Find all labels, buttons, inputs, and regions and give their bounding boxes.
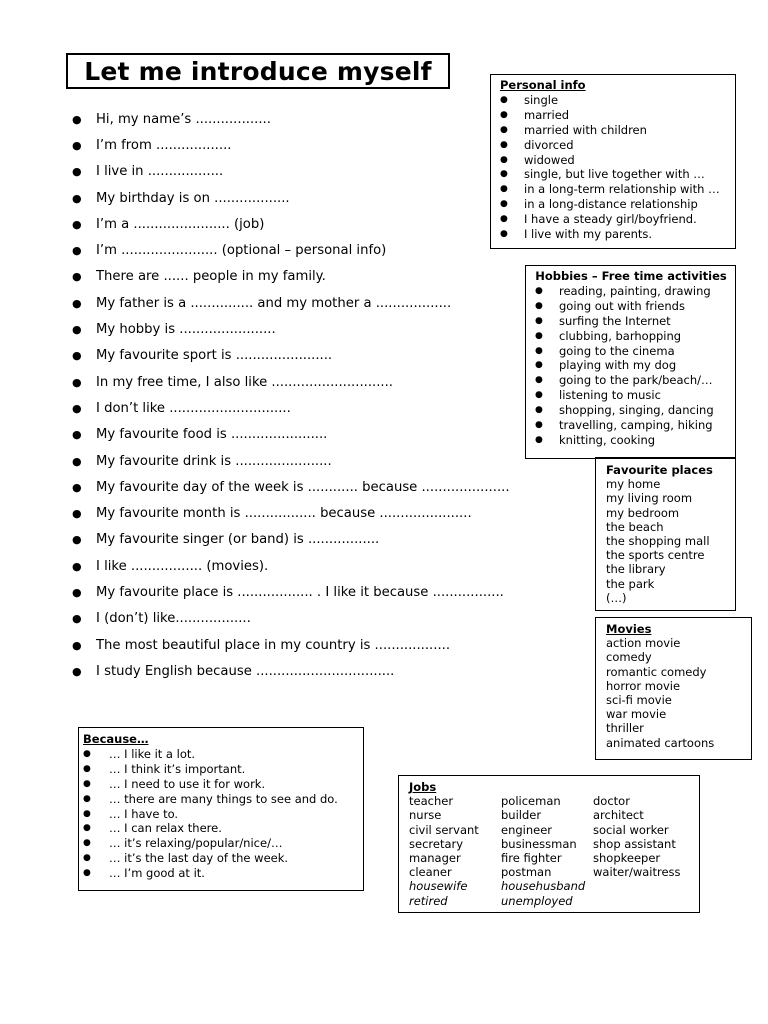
movie-item: horror movie — [606, 678, 681, 693]
personal-info-heading: Personal info — [500, 78, 586, 92]
job-item: policeman — [501, 794, 561, 809]
job-item: architect — [593, 808, 644, 823]
bullet-icon: ● — [500, 109, 508, 120]
sentence-text: In my free time, I also like ............................. — [96, 374, 393, 390]
bullet-icon: ● — [500, 199, 508, 210]
hobby-item-text: going to the park/beach/… — [559, 373, 713, 388]
job-item: engineer — [501, 822, 553, 837]
personal-info-item — [500, 138, 735, 153]
favourite-place-item: the park — [606, 576, 655, 591]
bullet-icon: ● — [72, 428, 82, 442]
movie-item: comedy — [606, 650, 652, 665]
bullet-icon: ● — [83, 793, 91, 804]
jobs-column — [501, 794, 593, 908]
favourite-place-item: the library — [606, 562, 666, 577]
favourite-place-item: the sports centre — [606, 548, 705, 563]
movie-item: romantic comedy — [606, 664, 707, 679]
hobby-item — [535, 433, 735, 448]
personal-info-item-text: divorced — [524, 137, 574, 152]
sentence-text: I study English because ................................. — [96, 663, 395, 679]
favourite-place-item: my bedroom — [606, 505, 680, 520]
hobby-item-text: playing with my dog — [559, 358, 677, 373]
because-item-text: … there are many things to see and do. — [109, 791, 338, 806]
job-item: builder — [501, 808, 542, 823]
jobs-column — [409, 794, 501, 908]
because-item — [83, 777, 363, 792]
sentence-item — [72, 106, 510, 132]
sentence-text: My favourite singer (or band) is ................. — [96, 532, 380, 548]
personal-info-item-text: married with children — [524, 122, 647, 137]
bullet-icon: ● — [72, 664, 82, 678]
because-item — [83, 836, 363, 851]
personal-info-item — [500, 93, 735, 108]
personal-info-box — [490, 74, 736, 249]
bullet-icon: ● — [72, 244, 82, 258]
sentence-text: My favourite month is ................. because ...................... — [96, 506, 472, 522]
bullet-icon: ● — [72, 612, 82, 626]
job-item: businessman — [501, 836, 577, 851]
bullet-icon: ● — [72, 138, 82, 152]
sentence-text: My favourite day of the week is ............ because ..................... — [96, 479, 510, 495]
bullet-icon: ● — [72, 585, 82, 599]
sentence-item — [72, 159, 510, 185]
personal-info-item-text: widowed — [524, 152, 575, 167]
job-item: househusband — [501, 879, 586, 894]
bullet-icon: ● — [500, 169, 508, 180]
because-box — [78, 727, 364, 891]
sentence-text: I’m from .................. — [96, 137, 232, 153]
bullet-icon: ● — [83, 778, 91, 789]
job-item: waiter/waitress — [593, 865, 681, 880]
because-item — [83, 747, 363, 762]
sentence-item — [72, 527, 510, 553]
hobby-item-text: going to the cinema — [559, 343, 675, 358]
sentence-item — [72, 185, 510, 211]
hobby-item-text: travelling, camping, hiking — [559, 418, 713, 433]
jobs-columns — [409, 794, 699, 908]
bullet-icon: ● — [535, 345, 543, 356]
bullet-icon: ● — [72, 349, 82, 363]
jobs-box — [398, 775, 700, 913]
personal-info-item — [500, 123, 735, 138]
bullet-icon: ● — [535, 285, 543, 296]
sentence-text: My favourite sport is ....................... — [96, 348, 333, 364]
sentence-item — [72, 237, 510, 263]
bullet-icon: ● — [72, 270, 82, 284]
hobby-item — [535, 388, 735, 403]
sentence-text: I don’t like ............................. — [96, 400, 291, 416]
because-item-text: … I need to use it for work. — [109, 776, 266, 791]
personal-info-item-text: single, but live together with … — [524, 167, 705, 182]
hobby-item — [535, 358, 735, 373]
job-item: shop assistant — [593, 836, 676, 851]
sentence-item — [72, 395, 510, 421]
sentence-item — [72, 579, 510, 605]
bullet-icon: ● — [535, 360, 543, 371]
bullet-icon: ● — [535, 300, 543, 311]
personal-info-item — [500, 182, 735, 197]
hobby-item-text: going out with friends — [559, 298, 685, 313]
because-item-text: … it’s relaxing/popular/nice/… — [109, 836, 283, 851]
bullet-icon: ● — [72, 507, 82, 521]
bullet-icon: ● — [83, 868, 91, 879]
because-item — [83, 807, 363, 822]
personal-info-item-text: married — [524, 107, 570, 122]
sentence-item — [72, 343, 510, 369]
hobby-item-text: listening to music — [559, 388, 661, 403]
movies-heading: Movies — [606, 622, 652, 636]
sentence-item — [72, 316, 510, 342]
bullet-icon: ● — [72, 401, 82, 415]
sentence-item — [72, 422, 510, 448]
job-item: civil servant — [409, 822, 479, 837]
bullet-icon: ● — [500, 214, 508, 225]
bullet-icon: ● — [72, 375, 82, 389]
bullet-icon: ● — [83, 763, 91, 774]
bullet-icon: ● — [72, 323, 82, 337]
job-item: manager — [409, 851, 461, 866]
hobbies-heading: Hobbies – Free time activities — [535, 269, 727, 283]
favourite-places-list — [606, 477, 735, 605]
favourite-places-heading: Favourite places — [606, 463, 713, 477]
sentence-text: I like ................. (movies). — [96, 558, 269, 574]
jobs-column — [593, 794, 685, 908]
personal-info-item-text: I live with my parents. — [524, 227, 653, 242]
sentence-text: Hi, my name’s .................. — [96, 111, 271, 127]
job-item: nurse — [409, 808, 442, 823]
bullet-icon: ● — [72, 217, 82, 231]
hobbies-box — [525, 265, 736, 459]
bullet-icon: ● — [500, 139, 508, 150]
bullet-icon: ● — [83, 853, 91, 864]
job-item: unemployed — [501, 893, 573, 908]
sentence-item — [72, 264, 510, 290]
job-item: fire fighter — [501, 851, 562, 866]
personal-info-list — [500, 93, 735, 242]
hobby-item — [535, 284, 735, 299]
job-item: secretary — [409, 836, 464, 851]
job-item: teacher — [409, 794, 454, 809]
sentence-item — [72, 553, 510, 579]
bullet-icon: ● — [83, 823, 91, 834]
bullet-icon: ● — [535, 315, 543, 326]
bullet-icon: ● — [83, 838, 91, 849]
sentence-item — [72, 132, 510, 158]
sentence-text: My birthday is on .................. — [96, 190, 290, 206]
title-box — [66, 53, 450, 89]
favourite-place-item: my home — [606, 477, 661, 492]
because-item-text: … I can relax there. — [109, 821, 222, 836]
favourite-place-item: the shopping mall — [606, 534, 710, 549]
personal-info-item-text: in a long-distance relationship — [524, 197, 698, 212]
sentence-item — [72, 290, 510, 316]
sentence-text: I live in .................. — [96, 164, 224, 180]
bullet-icon: ● — [535, 375, 543, 386]
job-item: social worker — [593, 822, 669, 837]
sentence-item — [72, 211, 510, 237]
hobby-item-text: surfing the Internet — [559, 313, 671, 328]
hobby-item — [535, 403, 735, 418]
sentence-text: I’m a ....................... (job) — [96, 216, 265, 232]
sentence-text: My favourite place is .................. . I like it because ................. — [96, 584, 504, 600]
bullet-icon: ● — [500, 229, 508, 240]
sentence-item — [72, 658, 510, 684]
sentence-item — [72, 632, 510, 658]
hobby-item — [535, 314, 735, 329]
hobby-item — [535, 418, 735, 433]
sentence-text: My hobby is ....................... — [96, 322, 276, 338]
bullet-icon: ● — [535, 330, 543, 341]
bullet-icon: ● — [72, 165, 82, 179]
sentence-text: My favourite food is ....................... — [96, 427, 328, 443]
personal-info-item — [500, 108, 735, 123]
bullet-icon: ● — [535, 434, 543, 445]
hobby-item-text: shopping, singing, dancing — [559, 403, 714, 418]
personal-info-item — [500, 212, 735, 227]
bullet-icon: ● — [72, 480, 82, 494]
sentence-text: There are ...... people in my family. — [96, 269, 326, 285]
bullet-icon: ● — [72, 112, 82, 126]
hobby-item — [535, 344, 735, 359]
movie-item: sci-fi movie — [606, 693, 672, 708]
sentence-item — [72, 448, 510, 474]
hobby-item — [535, 329, 735, 344]
bullet-icon: ● — [72, 533, 82, 547]
bullet-icon: ● — [500, 154, 508, 165]
bullet-icon: ● — [500, 124, 508, 135]
sentence-item — [72, 369, 510, 395]
bullet-icon: ● — [72, 454, 82, 468]
bullet-icon: ● — [72, 191, 82, 205]
because-item-text: … I have to. — [109, 806, 179, 821]
bullet-icon: ● — [500, 94, 508, 105]
personal-info-item-text: single — [524, 92, 559, 107]
bullet-icon: ● — [535, 390, 543, 401]
movie-item: thriller — [606, 721, 644, 736]
favourite-place-item: my living room — [606, 491, 693, 506]
because-list — [83, 747, 363, 881]
hobby-item-text: clubbing, barhopping — [559, 328, 682, 343]
personal-info-item — [500, 153, 735, 168]
personal-info-item-text: I have a steady girl/boyfriend. — [524, 212, 697, 227]
sentence-item — [72, 474, 510, 500]
because-heading: Because… — [83, 732, 149, 746]
bullet-icon: ● — [83, 748, 91, 759]
sentence-item — [72, 500, 510, 526]
job-item: retired — [409, 893, 448, 908]
movies-box — [595, 617, 752, 760]
because-item — [83, 792, 363, 807]
job-item: doctor — [593, 794, 630, 809]
because-item — [83, 821, 363, 836]
because-item-text: … I’m good at it. — [109, 866, 205, 881]
hobby-item-text: reading, painting, drawing — [559, 283, 711, 298]
movie-item: war movie — [606, 707, 667, 722]
movie-item: action movie — [606, 636, 681, 651]
because-item-text: … I think it’s important. — [109, 761, 246, 776]
personal-info-item — [500, 227, 735, 242]
movie-item: animated cartoons — [606, 735, 715, 750]
hobby-item-text: knitting, cooking — [559, 432, 656, 447]
hobbies-list — [535, 284, 735, 448]
because-item — [83, 866, 363, 881]
job-item: cleaner — [409, 865, 452, 880]
personal-info-item-text: in a long-term relationship with … — [524, 182, 720, 197]
job-item: housewife — [409, 879, 468, 894]
page-title: Let me introduce myself — [84, 56, 432, 86]
because-item — [83, 851, 363, 866]
sentence-text: I (don’t) like.................. — [96, 611, 251, 627]
sentence-text: The most beautiful place in my country is .................. — [96, 637, 451, 653]
personal-info-item — [500, 167, 735, 182]
sentence-list — [72, 106, 510, 685]
jobs-heading: Jobs — [409, 780, 437, 794]
sentence-text: My father is a ............... and my mother a .................. — [96, 295, 452, 311]
bullet-icon: ● — [500, 184, 508, 195]
favourite-place-item: (…) — [606, 590, 627, 605]
bullet-icon: ● — [83, 808, 91, 819]
favourite-places-box — [595, 457, 736, 611]
personal-info-item — [500, 197, 735, 212]
because-item-text: … it’s the last day of the week. — [109, 851, 289, 866]
bullet-icon: ● — [72, 296, 82, 310]
bullet-icon: ● — [535, 405, 543, 416]
job-item: postman — [501, 865, 552, 880]
bullet-icon: ● — [72, 559, 82, 573]
because-item-text: … I like it a lot. — [109, 746, 196, 761]
bullet-icon: ● — [72, 638, 82, 652]
hobby-item — [535, 299, 735, 314]
favourite-place-item: the beach — [606, 519, 664, 534]
hobby-item — [535, 373, 735, 388]
movies-list — [606, 636, 751, 750]
because-item — [83, 762, 363, 777]
sentence-text: My favourite drink is ....................... — [96, 453, 332, 469]
sentence-text: I’m ....................... (optional – personal info) — [96, 243, 387, 259]
job-item: shopkeeper — [593, 851, 661, 866]
bullet-icon: ● — [535, 420, 543, 431]
sentence-item — [72, 606, 510, 632]
